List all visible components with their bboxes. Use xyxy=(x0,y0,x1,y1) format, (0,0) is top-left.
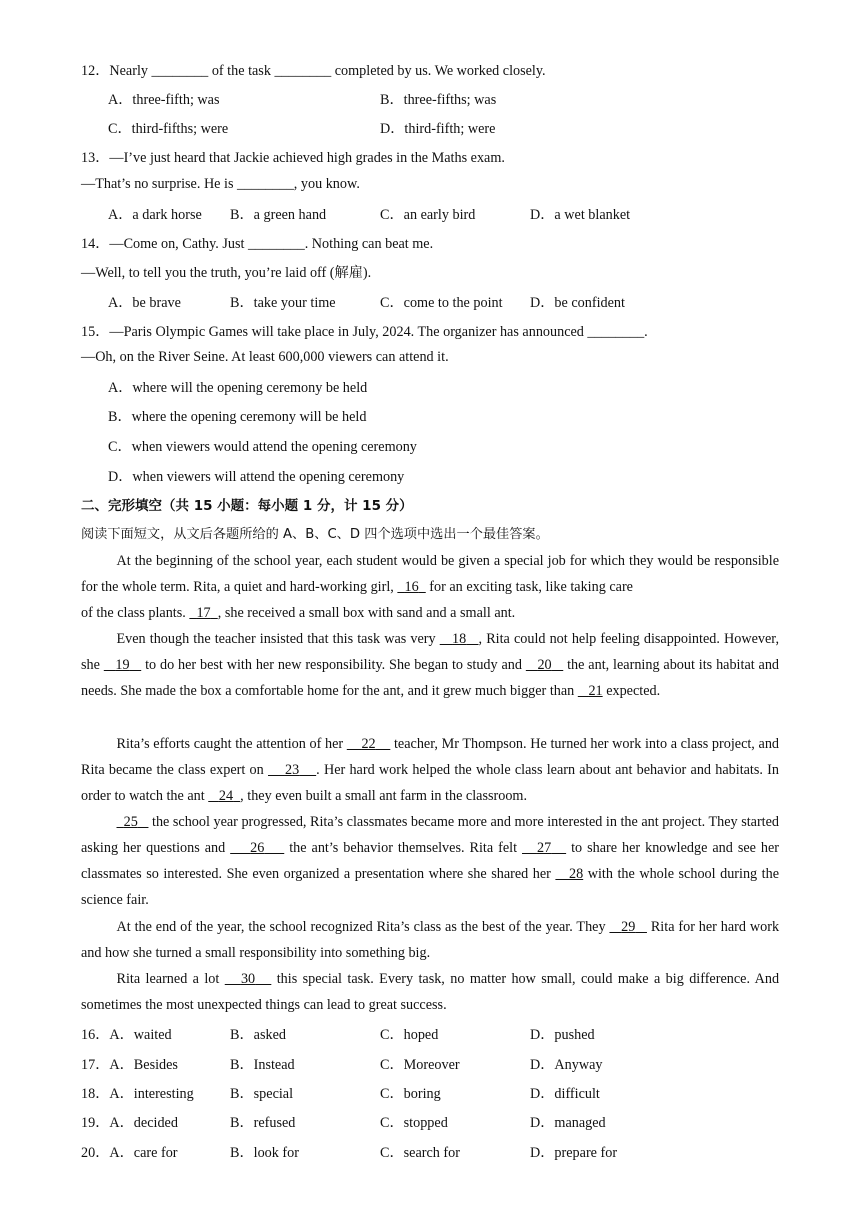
cloze-19-option-d: D．managed xyxy=(530,1115,606,1131)
question-15-stem: 15．—Paris Olympic Games will take place in July, 2024. The organizer has announced ________. xyxy=(81,324,648,340)
cloze-17-option-d: D．Anyway xyxy=(530,1057,603,1073)
cloze-19-option-a: 19．A．decided xyxy=(81,1115,178,1131)
question-14-stem: 14．—Come on, Cathy. Just ________. Nothing can beat me. xyxy=(81,236,434,252)
question-12-stem: 12．Nearly ________ of the task ________ completed by us. We worked closely. xyxy=(81,63,546,79)
cloze-18-option-d: D．difficult xyxy=(530,1086,600,1102)
passage-paragraph-1-end: of the class plants. 17 , she received a small box with sand and a small ant. xyxy=(81,605,516,621)
passage-paragraph-6: Rita learned a lot 30 this special task. Every task, no matter how small, could make a big difference. And sometimes the most unexpected things can lead to great success. xyxy=(81,971,780,1013)
cloze-20-option-d: D．prepare for xyxy=(530,1145,618,1161)
question-15-option-c: C．when viewers would attend the opening ceremony xyxy=(108,439,417,455)
blank-25: 25 xyxy=(123,814,138,830)
cloze-18-option-a: 18．A．interesting xyxy=(81,1086,194,1102)
blank-27: 27 xyxy=(536,840,552,856)
question-13-option-a: A．a dark horse xyxy=(108,207,202,223)
cloze-18-option-c: C．boring xyxy=(380,1086,441,1102)
cloze-16-option-b: B．asked xyxy=(230,1027,286,1043)
question-15-option-a: A．where will the opening ceremony be held xyxy=(108,380,368,396)
blank-20: 20 xyxy=(537,657,552,673)
cloze-20-option-c: C．search for xyxy=(380,1145,460,1161)
blank-28: 28 xyxy=(569,866,584,882)
cloze-16-option-d: D．pushed xyxy=(530,1027,595,1043)
cloze-18-option-b: B．special xyxy=(230,1086,294,1102)
blank-26: 26 xyxy=(250,840,265,856)
question-14-option-a: A．be brave xyxy=(108,295,181,311)
passage-paragraph-1: At the beginning of the school year, each student would be given a special job for which they would be responsible for the whole term. Rita, a quiet and hard-working girl, 16 for an exciting task, like taking care xyxy=(81,553,779,595)
blank-19: 19 xyxy=(115,657,130,673)
blank-21: 21 xyxy=(588,683,603,699)
question-13-option-b: B．a green hand xyxy=(230,207,327,223)
section-heading: 二、完形填空（共 15 小题：每小题 1 分，计 15 分） xyxy=(81,498,413,514)
question-13-response: —That’s no surprise. He is ________, you know. xyxy=(81,176,360,192)
cloze-16-option-c: C．hoped xyxy=(380,1027,439,1043)
blank-29: 29 xyxy=(621,919,636,935)
blank-30: 30 xyxy=(240,971,256,987)
question-12-option-c: C．third-fifths; were xyxy=(108,121,229,137)
blank-17: 17 xyxy=(196,605,211,621)
cloze-17-option-b: B．Instead xyxy=(230,1057,295,1073)
question-15-option-d: D．when viewers will attend the opening ceremony xyxy=(108,469,405,485)
question-12-option-a: A．three-fifth; was xyxy=(108,92,220,108)
passage-paragraph-4: 25 the school year progressed, Rita’s classmates became more and more interested in the ant project. They started asking her questions and 26 the ant’s behavior themselves. Rita felt 27 to share her knowledge and see her classmates so interested. She even organized a presentation where she shared her 28 with the whole school during the science fair. xyxy=(81,814,780,908)
cloze-16-option-a: 16．A．waited xyxy=(81,1027,172,1043)
blank-16: 16 xyxy=(404,579,419,595)
question-14-option-d: D．be confident xyxy=(530,295,625,311)
blank-24: 24 xyxy=(218,788,234,804)
cloze-17-option-c: C．Moreover xyxy=(380,1057,460,1073)
blank-18: 18 xyxy=(452,631,467,647)
cloze-19-option-b: B．refused xyxy=(230,1115,296,1131)
question-12-option-b: B．three-fifths; was xyxy=(380,92,497,108)
blank-22: 22 xyxy=(361,736,376,752)
blank-23: 23 xyxy=(284,762,300,778)
question-13-option-c: C．an early bird xyxy=(380,207,476,223)
cloze-20-option-a: 20．A．care for xyxy=(81,1145,178,1161)
question-15-response: —Oh, on the River Seine. At least 600,000 viewers can attend it. xyxy=(81,349,449,365)
passage-paragraph-2: Even though the teacher insisted that this task was very 18 , Rita could not help feeling disappointed. However, she 19 to do her best with her new responsibility. She began to study and 20 the ant, learning about its habitat and needs. She made the box a comfortable home for the ant, and it grew much bigger than 21 expected. xyxy=(81,631,780,699)
cloze-19-option-c: C．stopped xyxy=(380,1115,448,1131)
cloze-20-option-b: B．look for xyxy=(230,1145,299,1161)
passage-paragraph-3: Rita’s efforts caught the attention of her 22 teacher, Mr Thompson. He turned her work into a class project, and Rita became the class expert on 23 . Her hard work helped the whole class learn about ant behavior and habitats. In order to watch the ant 24 , they even built a small ant farm in the classroom. xyxy=(81,736,780,804)
question-13-stem: 13．—I’ve just heard that Jackie achieved high grades in the Maths exam. xyxy=(81,150,505,166)
section-instruction: 阅读下面短文，从文后各题所给的 A、B、C、D 四个选项中选出一个最佳答案。 xyxy=(81,527,549,542)
question-13-option-d: D．a wet blanket xyxy=(530,207,631,223)
cloze-17-option-a: 17．A．Besides xyxy=(81,1057,178,1073)
question-15-option-b: B．where the opening ceremony will be held xyxy=(108,409,367,425)
passage-paragraph-5: At the end of the year, the school recognized Rita’s class as the best of the year. They 29 Rita for her hard work and how she turned a small responsibility into something big. xyxy=(81,919,780,961)
question-14-option-b: B．take your time xyxy=(230,295,336,311)
question-12-option-d: D．third-fifth; were xyxy=(380,121,496,137)
question-14-response: —Well, to tell you the truth, you’re laid off (解雇). xyxy=(81,265,372,281)
question-14-option-c: C．come to the point xyxy=(380,295,503,311)
